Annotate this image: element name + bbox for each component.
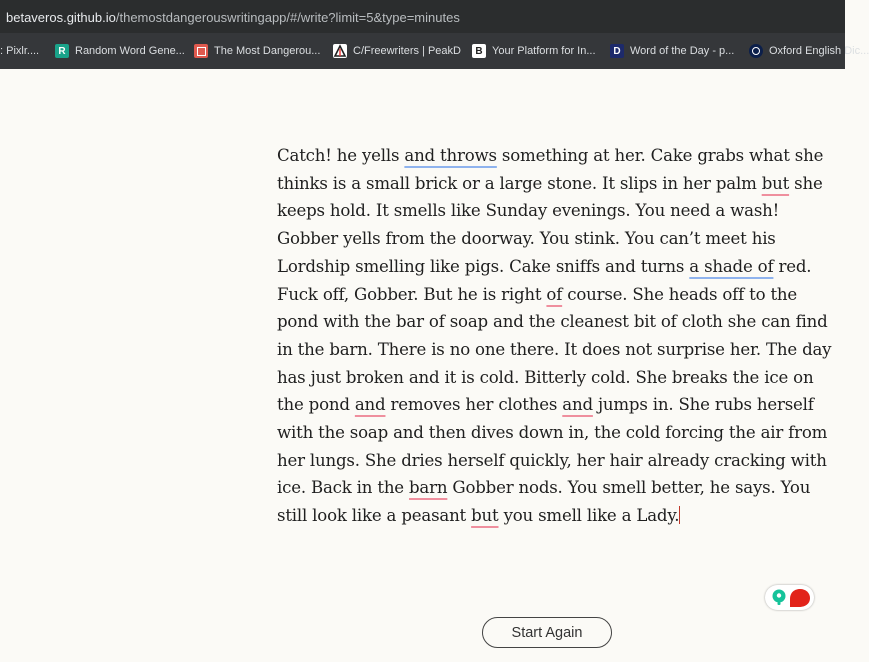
text-line	[277, 170, 822, 198]
text-segment: course. She heads off to the	[562, 284, 798, 304]
url-host: betaveros.github.io	[6, 10, 116, 25]
random-word-icon: R	[55, 44, 69, 58]
bookmark-label: : Pixlr....	[0, 45, 40, 57]
text-segment: in the barn. There is no one there. It does not surprise her. The day	[277, 339, 832, 359]
bookmark-word-of-day[interactable]	[610, 43, 734, 59]
text-segment: thinks is a small brick or a large stone. It slips in her palm	[277, 173, 762, 193]
bookmarks-bar	[0, 33, 869, 69]
text-line	[277, 391, 822, 419]
text-line	[277, 308, 828, 336]
text-segment: still look like a peasant	[277, 506, 472, 526]
url-path: /themostdangerouswritingapp/#/write?limit=5&type=minutes	[115, 10, 460, 25]
text-segment: Fuck off, Gobber. But he is right	[277, 284, 547, 304]
spelling-suggestion[interactable]: and	[562, 395, 593, 415]
bookmark-label: C/Freewriters | PeakD	[353, 45, 461, 57]
text-line	[277, 502, 822, 530]
text-segment: Gobber yells from the doorway. You stink. You can’t meet his	[277, 229, 776, 249]
text-segment: you smell like a Lady.	[498, 506, 680, 526]
grammarly-icon	[790, 589, 810, 607]
url-text[interactable]	[6, 10, 460, 25]
text-segment: has just broken and it is cold. Bitterly cold. She breaks the ice on	[277, 367, 814, 387]
spelling-suggestion[interactable]: barn	[409, 478, 448, 498]
text-line	[277, 142, 822, 170]
spelling-suggestion[interactable]: but	[761, 173, 790, 193]
text-segment: Catch! he yells	[277, 146, 405, 165]
text-line	[277, 447, 827, 475]
text-segment: removes her clothes	[385, 395, 563, 415]
bookmark-freewriters[interactable]	[333, 43, 461, 59]
text-caret	[679, 506, 680, 524]
text-segment: red.	[773, 256, 812, 276]
oxford-icon	[749, 44, 763, 58]
address-bar[interactable]	[0, 0, 845, 33]
text-line	[277, 419, 828, 447]
text-segment: Lordship smelling like pigs. Cake sniffs and turns	[277, 256, 690, 276]
grammar-suggestion[interactable]: and throws	[404, 146, 497, 165]
bookmark-random-word[interactable]	[55, 43, 185, 59]
start-again-button[interactable]: Start Again	[482, 617, 612, 648]
text-segment: the pond	[277, 395, 355, 415]
text-line	[277, 364, 822, 392]
text-segment: her lungs. She dries herself quickly, her hair already cracking with	[277, 450, 827, 470]
bookmark-oxford[interactable]	[749, 43, 869, 59]
most-dangerous-icon	[194, 44, 208, 58]
bookmark-most-dangerous[interactable]	[194, 43, 320, 59]
text-line	[277, 253, 822, 281]
text-segment: ice. Back in the	[277, 478, 409, 498]
bookmark-label: Oxford English Dic...	[769, 45, 869, 57]
platform-icon: B	[472, 44, 486, 58]
peakd-icon	[333, 44, 347, 58]
spelling-suggestion[interactable]: but	[471, 506, 499, 526]
text-line	[277, 225, 822, 253]
dictionary-icon: D	[610, 44, 624, 58]
text-segment: keeps hold. It smells like Sunday evenings. You need a wash!	[277, 201, 780, 221]
spelling-suggestion[interactable]: of	[546, 284, 563, 304]
bookmark-label: Random Word Gene...	[75, 45, 185, 57]
grammarly-widget[interactable]	[765, 585, 814, 610]
bookmark-label: The Most Dangerou...	[214, 45, 321, 57]
bookmark-label: Word of the Day - p...	[630, 45, 735, 57]
bookmark-pixlr[interactable]	[0, 43, 39, 59]
text-segment: jumps in. She rubs herself	[592, 395, 814, 415]
spelling-suggestion[interactable]: and	[354, 395, 386, 415]
text-line	[277, 336, 832, 364]
bookmark-your-platform[interactable]	[472, 43, 596, 59]
text-segment: pond with the bar of soap and the cleanest bit of cloth she can find	[277, 312, 828, 332]
bookmark-label: Your Platform for In...	[492, 45, 596, 57]
text-line	[277, 281, 822, 309]
writing-editor[interactable]	[277, 142, 832, 530]
grammarly-widget-icons	[765, 585, 814, 610]
text-segment: she	[789, 173, 823, 193]
text-line	[277, 197, 822, 225]
lightbulb-icon	[773, 590, 786, 606]
grammar-suggestion[interactable]: a shade of	[689, 256, 774, 276]
text-segment: something at her. Cake grabs what she	[496, 146, 824, 165]
text-segment: Gobber nods. You smell better, he says. You	[447, 478, 811, 498]
text-segment: with the soap and then dives down in, the cold forcing the air from	[277, 423, 828, 443]
text-line	[277, 474, 822, 502]
